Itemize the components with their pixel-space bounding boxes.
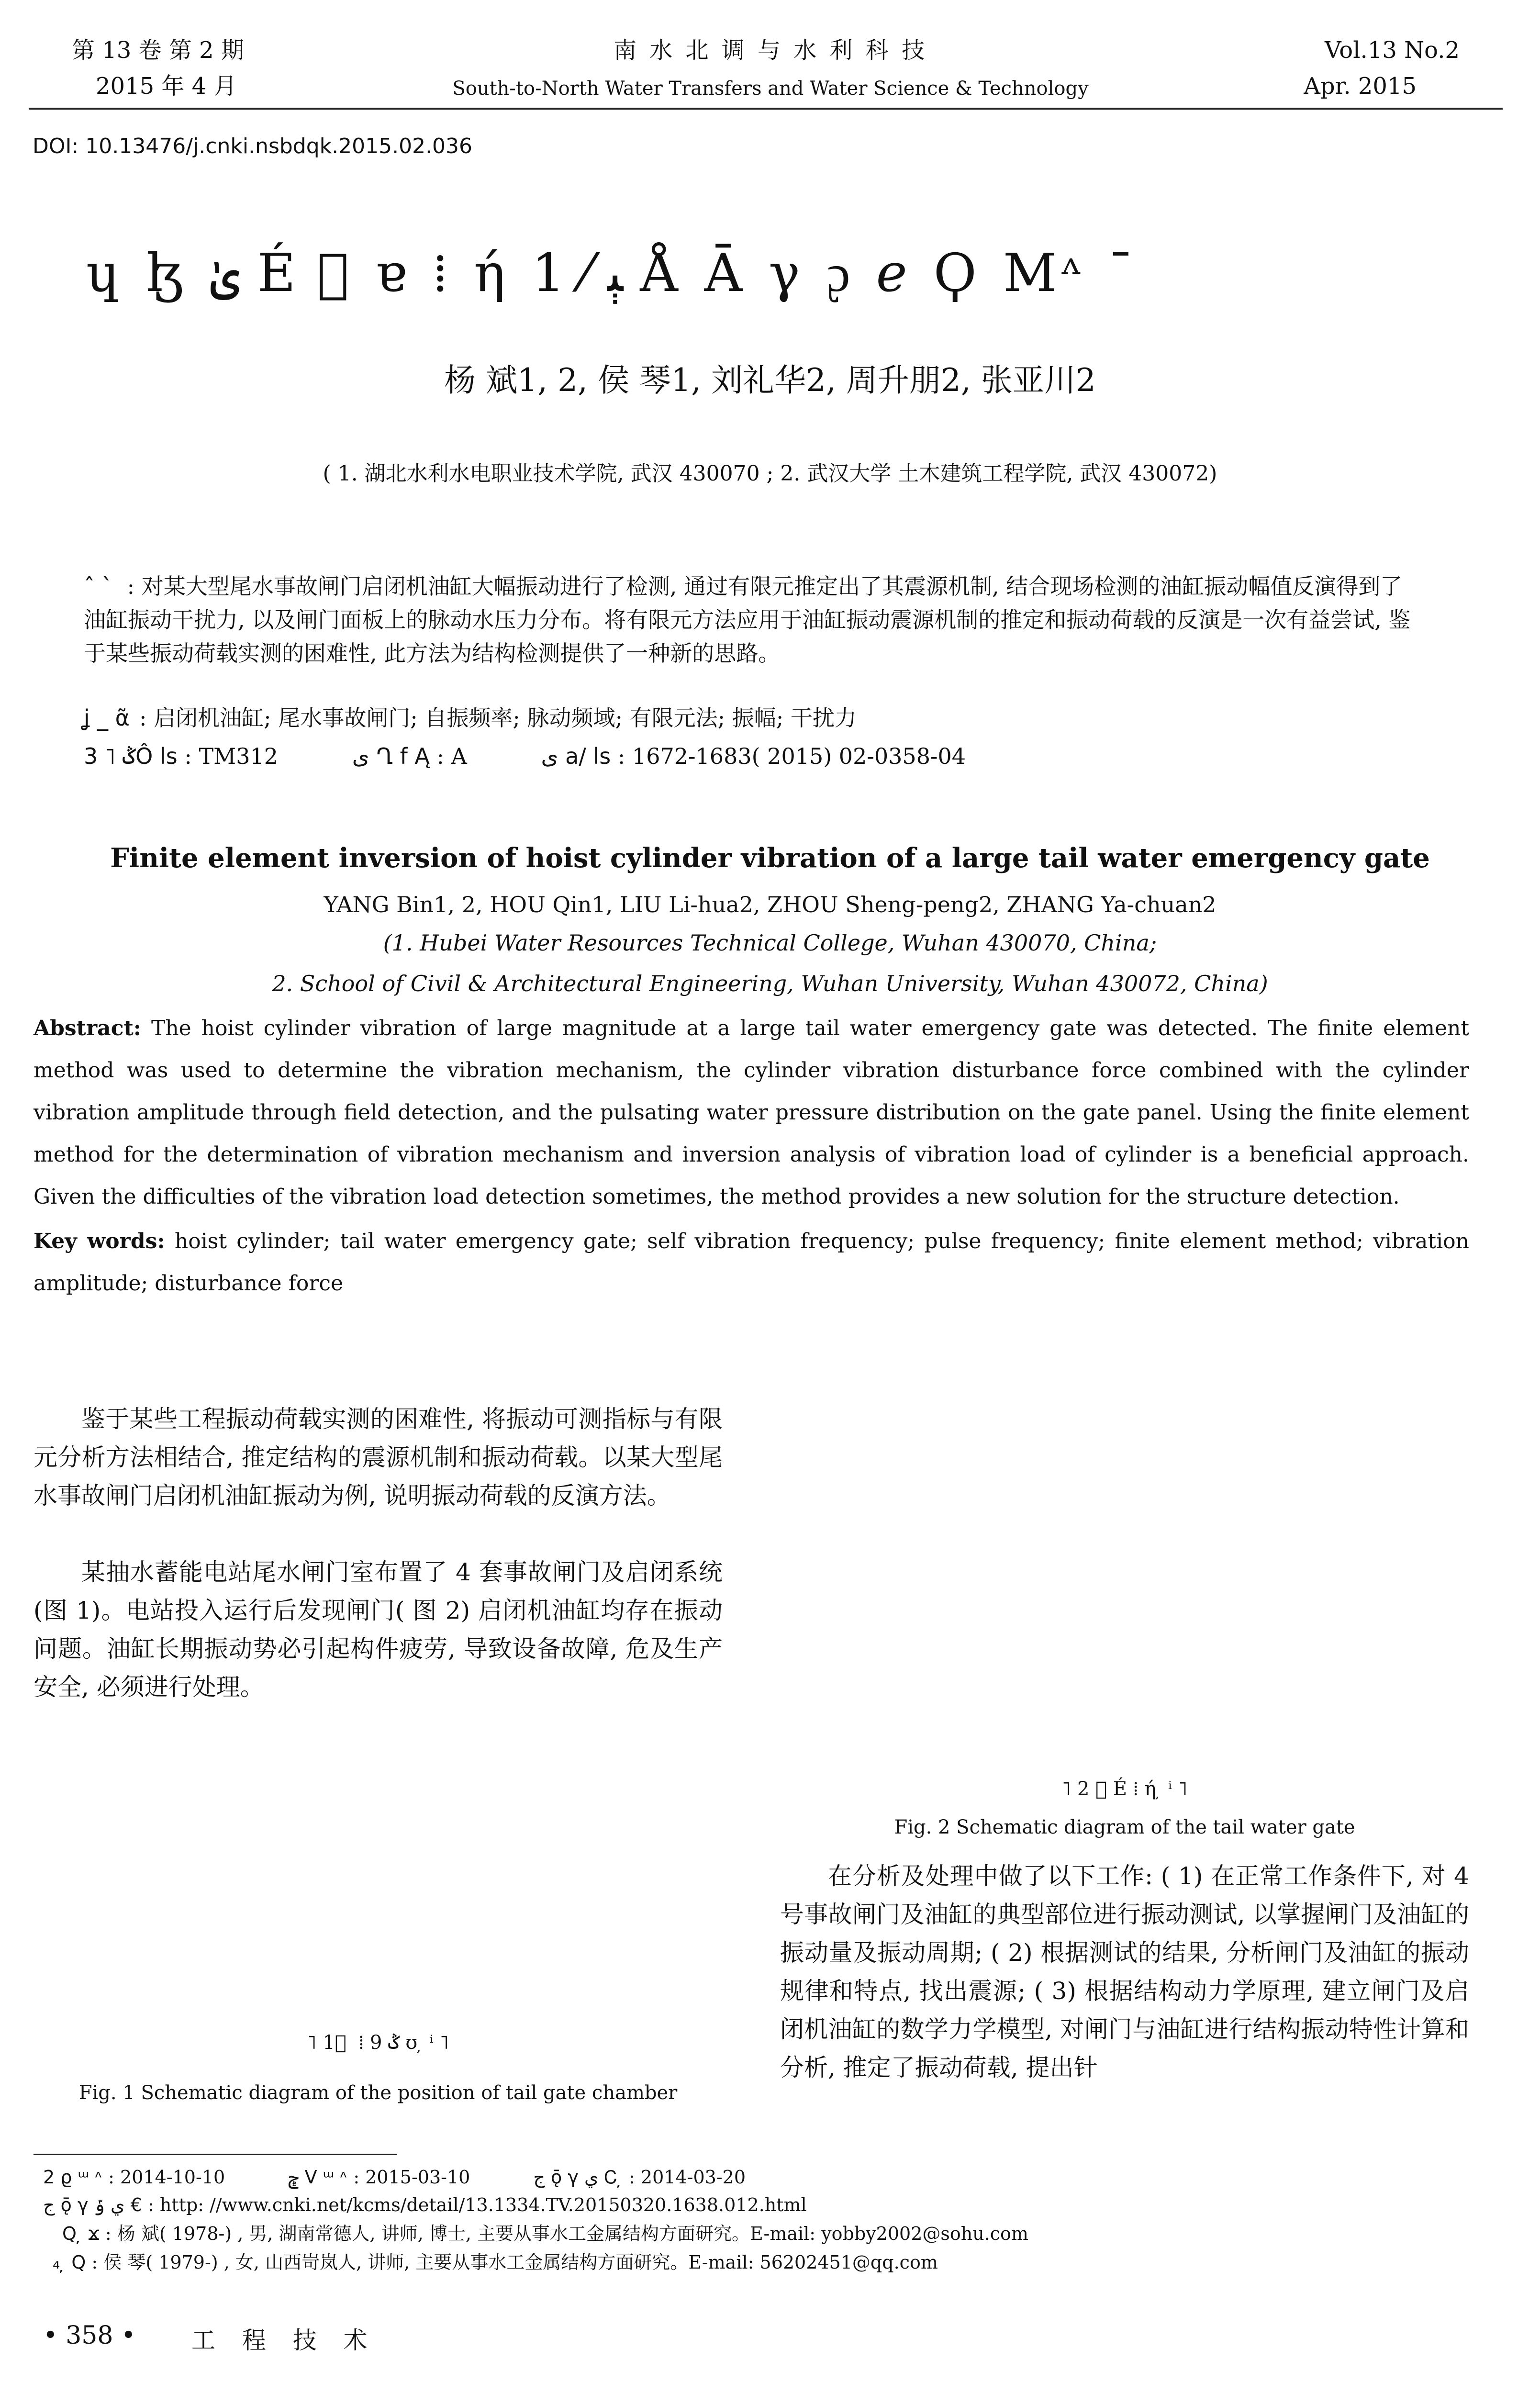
authors: 杨 斌1, 2, 侯 琴1, 刘礼华2, 周升朋2, 张亚川2 <box>444 362 1096 399</box>
author2-value: : 侯 琴( 1979-) , 女, 山西岢岚人, 讲师, 主要从事水工金属结构方面研究。E-mail: 56202451@qq.com <box>91 2252 938 2273</box>
author1-label: Q ̦ ϫ <box>62 2223 100 2244</box>
page-number: • 358 • <box>43 2321 136 2350</box>
abstract-zh-label: ˆ ˋ <box>84 573 113 599</box>
received-label: 2 ϱ ᵚ ᶺ <box>43 2167 103 2188</box>
paper-title: ɥ ɮ ﱝ É ᷱ ɐ ⁞ ή ﯧ ⁄ 1 Å Ā γ ᶗ ℯ Ϙ Mᶺ ¯ <box>86 242 1139 303</box>
classification-line <box>84 739 1424 773</box>
affil-en-1: (1. Hubei Water Resources Technical College, Wuhan 430070, China; <box>383 930 1157 956</box>
header-volume-en: Vol.13 No.2 <box>1325 37 1460 64</box>
authors-en: YANG Bin1, 2, HOU Qin1, LIU Li-hua2, ZHOU Sheng-peng2, ZHANG Ya-chuan2 <box>324 892 1216 917</box>
abstract-zh <box>84 570 1424 670</box>
fig2-caption: Fig. 2 Schematic diagram of the tail water gate <box>894 1816 1355 1838</box>
keywords-zh-label: ʝ _ ᾶ <box>84 705 130 731</box>
keywords-zh-text: : 启闭机油缸; 尾水事故闸门; 自振频率; 脉动频域; 有限元法; 振幅; 干扰力 <box>139 705 857 731</box>
fig1-caption: Fig. 1 Schematic diagram of the position of tail gate chamber <box>78 2082 678 2104</box>
header-rule <box>29 108 1503 110</box>
body-left-p2: 某抽水蓄能电站尾水闸门室布置了 4 套事故闸门及启闭系统(图 1)。电站投入运行后发现闸门( 图 2) 启闭机油缸均存在振动问题。油缸长期振动势必引起构件疲劳, 导致设备故障, 危及生产安全, 必须进行处理。 <box>33 1558 723 1701</box>
fig2-label: ˥ 2 ᷱ É ⁞ ή ̦ ⁱ ˥ <box>1061 1778 1188 1800</box>
online-url-value[interactable]: : http: //www.cnki.net/kcms/detail/13.1334.TV.20150320.1638.012.html <box>147 2194 807 2215</box>
received-value: : 2014-10-10 <box>108 2167 225 2188</box>
revised-value: : 2015-03-10 <box>353 2167 470 2188</box>
figure-2-image <box>780 1388 1469 1766</box>
footnote-dates <box>43 2164 746 2190</box>
abstract-en-text: The hoist cylinder vibration of large magnitude at a large tail water emergency gate was detected. The finite element method was used to determine the vibration mechanism, the cylinder vibration disturbance force combined with the cylinder vibration amplitude through field detection, and the pulsating water pressure distribution on the gate panel. Using the finite element method for the determination of vibration mechanism and inversion analysis of vibration load of cylinder is a beneficial approach. Given the difficulties of the vibration load detection sometimes, the method provides a new solution for the structure detection. <box>33 1016 1469 1209</box>
abstract-zh-text: : 对某大型尾水事故闸门启闭机油缸大幅振动进行了检测, 通过有限元推定出了其震源机制, 结合现场检测的油缸振动幅值反演得到了油缸振动干扰力, 以及闸门面板上的脉动水压力分布。将有限元方法应用于油缸振动震源机制的推定和振动荷载的反演是一次有益尝试, 鉴于某些振动荷载实测的困难性, 此方法为结构检测提供了一种新的思路。 <box>84 573 1411 666</box>
article-id-label: ى a/ ls <box>541 743 611 769</box>
online-url-label: ج ǭ γ ي ݹ € <box>43 2194 142 2215</box>
header-journal-zh: 南 水 北 调 与 水 利 科 技 <box>613 37 928 64</box>
doc-code-label: ى Ղ f Ą <box>352 743 430 769</box>
section-name: 工 程 技 术 <box>191 2326 377 2354</box>
body-left-p1: 鉴于某些工程振动荷载实测的困难性, 将振动可测指标与有限元分析方法相结合, 推定结构的震源机制和振动荷载。以某大型尾水事故闸门启闭机油缸振动为例, 说明振动荷载的反演方法。 <box>33 1405 723 1510</box>
online-label: ج ǭ γ ي Ꮯ ̦ <box>533 2167 623 2188</box>
keywords-zh <box>84 701 1424 735</box>
revised-label: ݯ V ᵚ ᶺ <box>288 2167 348 2188</box>
header-volume-zh: 第 13 卷 第 2 期 <box>72 37 244 64</box>
header-journal-en: South-to-North Water Transfers and Water Science & Technology <box>452 78 1089 100</box>
abstract-en-label: Abstract: <box>33 1016 142 1040</box>
title-en: Finite element inversion of hoist cylinder vibration of a large tail water emergency gate <box>110 842 1430 874</box>
footnote-rule <box>33 2154 397 2155</box>
doc-code-value: : A <box>436 743 467 769</box>
doi: DOI: 10.13476/j.cnki.nsbdqk.2015.02.036 <box>33 134 473 158</box>
body-right-p1: 在分析及处理中做了以下工作: ( 1) 在正常工作条件下, 对 4 号事故闸门及油缸的典型部位进行振动测试, 以掌握闸门及油缸的振动量及振动周期; ( 2) 根据测试的结果, 分析闸门及油缸的振动规律和特点, 找出震源; ( 3) 根据结构动力学原理, 建立闸门及启闭机油缸的数学力学模型, 对闸门与油缸进行结构振动特性计算和分析, 推定了振动荷载, 提出针 <box>780 1862 1469 2081</box>
header-date-en: Apr. 2015 <box>1304 73 1417 100</box>
keywords-en-label: Key words: <box>33 1229 165 1253</box>
clc-value: : TM312 <box>184 743 279 769</box>
keywords-en <box>33 1220 1469 1305</box>
online-value: : 2014-03-20 <box>629 2167 746 2188</box>
author1-value: : 杨 斌( 1978-) , 男, 湖南常德人, 讲师, 博士, 主要从事水工金属结构方面研究。E-mail: yobby2002@sohu.com <box>105 2223 1028 2244</box>
figure-1-image <box>33 1733 723 2024</box>
fig1-label: ˥ 1 ᷱ ⁞ 9 ݣ ʊ ̦ ⁱ ˥ <box>307 2032 449 2054</box>
affil-en-2: 2. School of Civil & Architectural Engineering, Wuhan University, Wuhan 430072, China) <box>272 971 1268 996</box>
footnote-url <box>43 2192 807 2218</box>
clc-label: 3 ˥ ݣÔ ls <box>84 743 178 769</box>
article-id-value: : 1672-1683( 2015) 02-0358-04 <box>617 743 966 769</box>
header-date-zh: 2015 年 4 月 <box>96 73 237 100</box>
keywords-en-text: hoist cylinder; tail water emergency gate; self vibration frequency; pulse frequency; finite element method; vibration amplitude; disturbance force <box>33 1229 1469 1296</box>
footnote-author2 <box>53 2249 938 2275</box>
footnote-author1 <box>62 2221 1028 2247</box>
author2-label: ₄ ̦ Q <box>53 2252 86 2273</box>
abstract-en <box>33 1007 1469 1218</box>
affiliations: ( 1. 湖北水利水电职业技术学院, 武汉 430070 ; 2. 武汉大学 土木建筑工程学院, 武汉 430072) <box>323 461 1217 486</box>
